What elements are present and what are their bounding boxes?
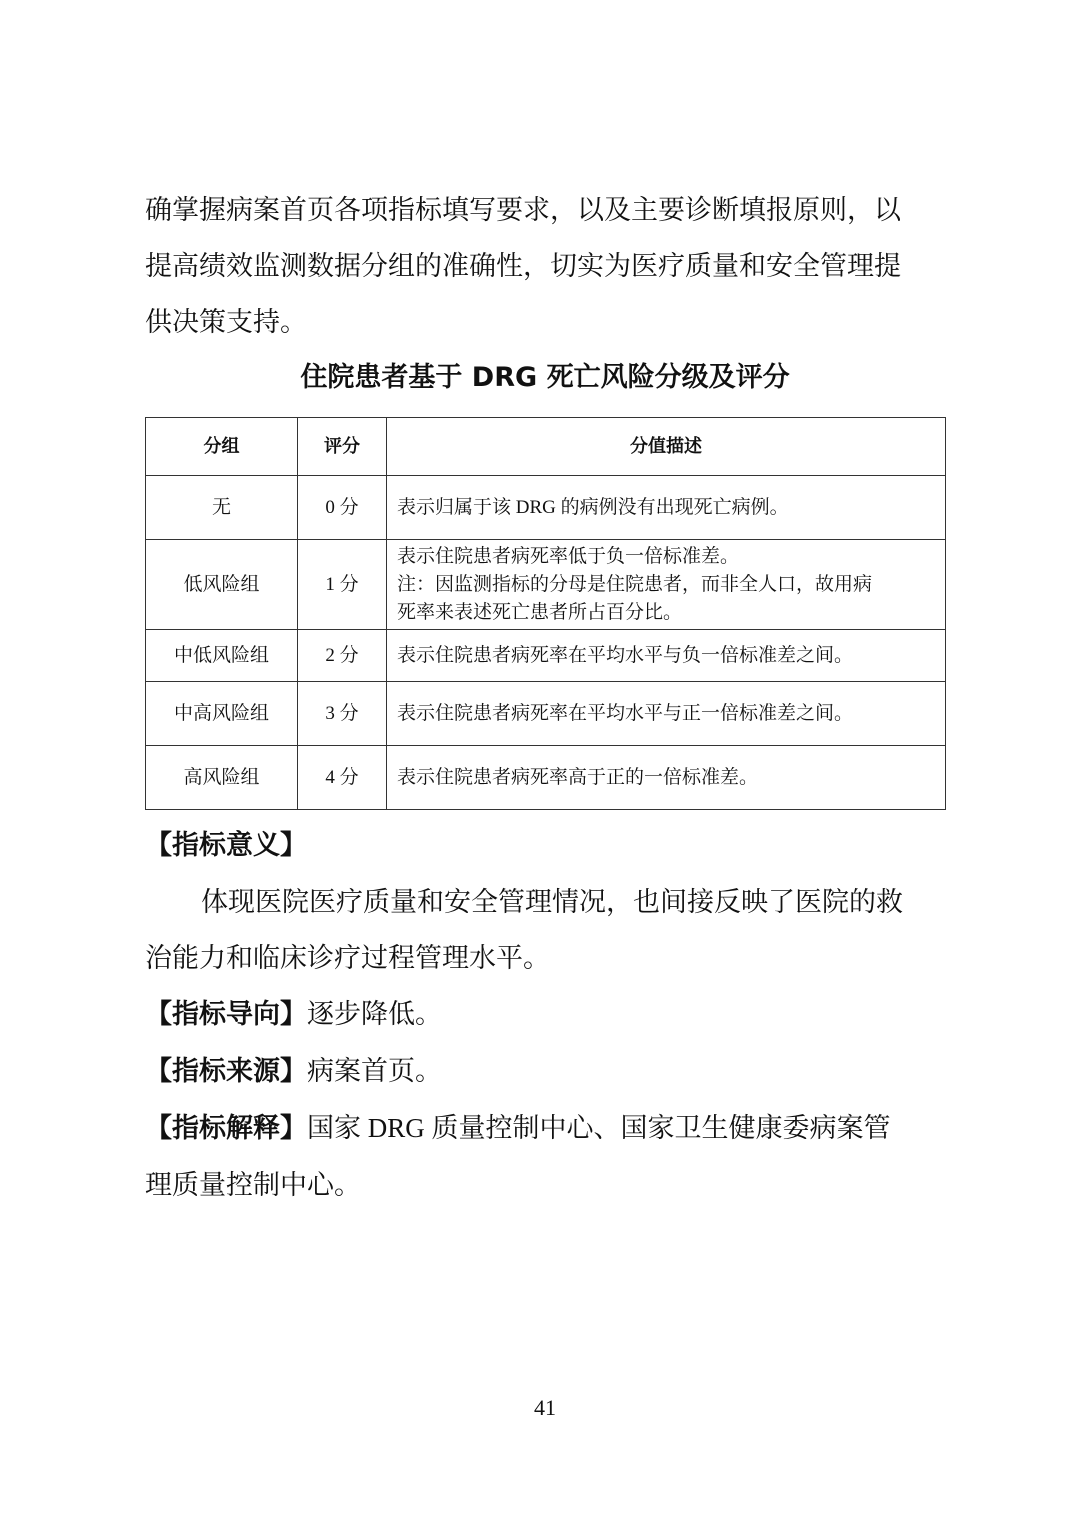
interpretation-line (145, 1100, 945, 1157)
cell-desc (387, 746, 946, 810)
cell-group: 中高风险组 (146, 682, 298, 746)
desc-line: 表示住院患者病死率高于正的一倍标准差。 (397, 766, 759, 788)
cell-score: 3 分 (298, 682, 387, 746)
text-line: 体现医院医疗质量和安全管理情况，也间接反映了医院的救 (201, 887, 903, 917)
cell-group: 高风险组 (146, 746, 298, 810)
text-line: 供决策支持。 (145, 307, 307, 337)
table-row (146, 682, 946, 746)
table-row (146, 540, 946, 630)
section-label: 【指标解释】 (145, 1113, 307, 1144)
table-row (146, 476, 946, 540)
section-label: 【指标意义】 (145, 830, 307, 861)
cell-group: 无 (146, 476, 298, 540)
risk-table (145, 417, 946, 810)
desc-line: 死率来表述死亡患者所占百分比。 (397, 601, 683, 623)
header-score: 评分 (298, 418, 387, 476)
direction-line (145, 986, 945, 1043)
cell-score: 1 分 (298, 540, 387, 630)
cell-desc (387, 540, 946, 630)
cell-desc (387, 476, 946, 540)
section-text: 逐步降低。 (307, 999, 442, 1029)
text-line: 确掌握病案首页各项指标填写要求，以及主要诊断填报原则，以 (145, 195, 901, 225)
source-line (145, 1043, 945, 1100)
desc-line: 表示住院患者病死率在平均水平与正一倍标准差之间。 (397, 702, 854, 724)
cell-score: 4 分 (298, 746, 387, 810)
table-header-row (146, 418, 946, 476)
cell-group: 中低风险组 (146, 630, 298, 682)
section-text: 国家 DRG 质量控制中心、国家卫生健康委病案管 (307, 1113, 891, 1143)
text-line: 提高绩效监测数据分组的准确性，切实为医疗质量和安全管理提 (145, 251, 901, 281)
desc-line: 表示住院患者病死率在平均水平与负一倍标准差之间。 (397, 644, 854, 666)
cell-score: 0 分 (298, 476, 387, 540)
text-line: 理质量控制中心。 (145, 1170, 361, 1200)
section-text: 病案首页。 (307, 1056, 442, 1086)
header-desc: 分值描述 (387, 418, 946, 476)
desc-line: 注：因监测指标的分母是住院患者，而非全人口，故用病 (397, 573, 873, 595)
table-row (146, 630, 946, 682)
table-row (146, 746, 946, 810)
desc-line: 表示归属于该 DRG 的病例没有出现死亡病例。 (397, 496, 789, 518)
section-label: 【指标导向】 (145, 999, 307, 1030)
cell-desc (387, 682, 946, 746)
cell-score: 2 分 (298, 630, 387, 682)
cell-group: 低风险组 (146, 540, 298, 630)
page-content (145, 0, 945, 1423)
table-title: 住院患者基于 DRG 死亡风险分级及评分 (300, 362, 790, 393)
page-number: 41 (534, 1395, 556, 1420)
desc-line: 表示住院患者病死率低于负一倍标准差。 (397, 545, 740, 567)
intro-paragraph (145, 182, 945, 350)
significance-section (145, 818, 945, 1213)
header-group: 分组 (146, 418, 298, 476)
cell-desc (387, 630, 946, 682)
text-line: 治能力和临床诊疗过程管理水平。 (145, 943, 550, 973)
section-label: 【指标来源】 (145, 1056, 307, 1087)
